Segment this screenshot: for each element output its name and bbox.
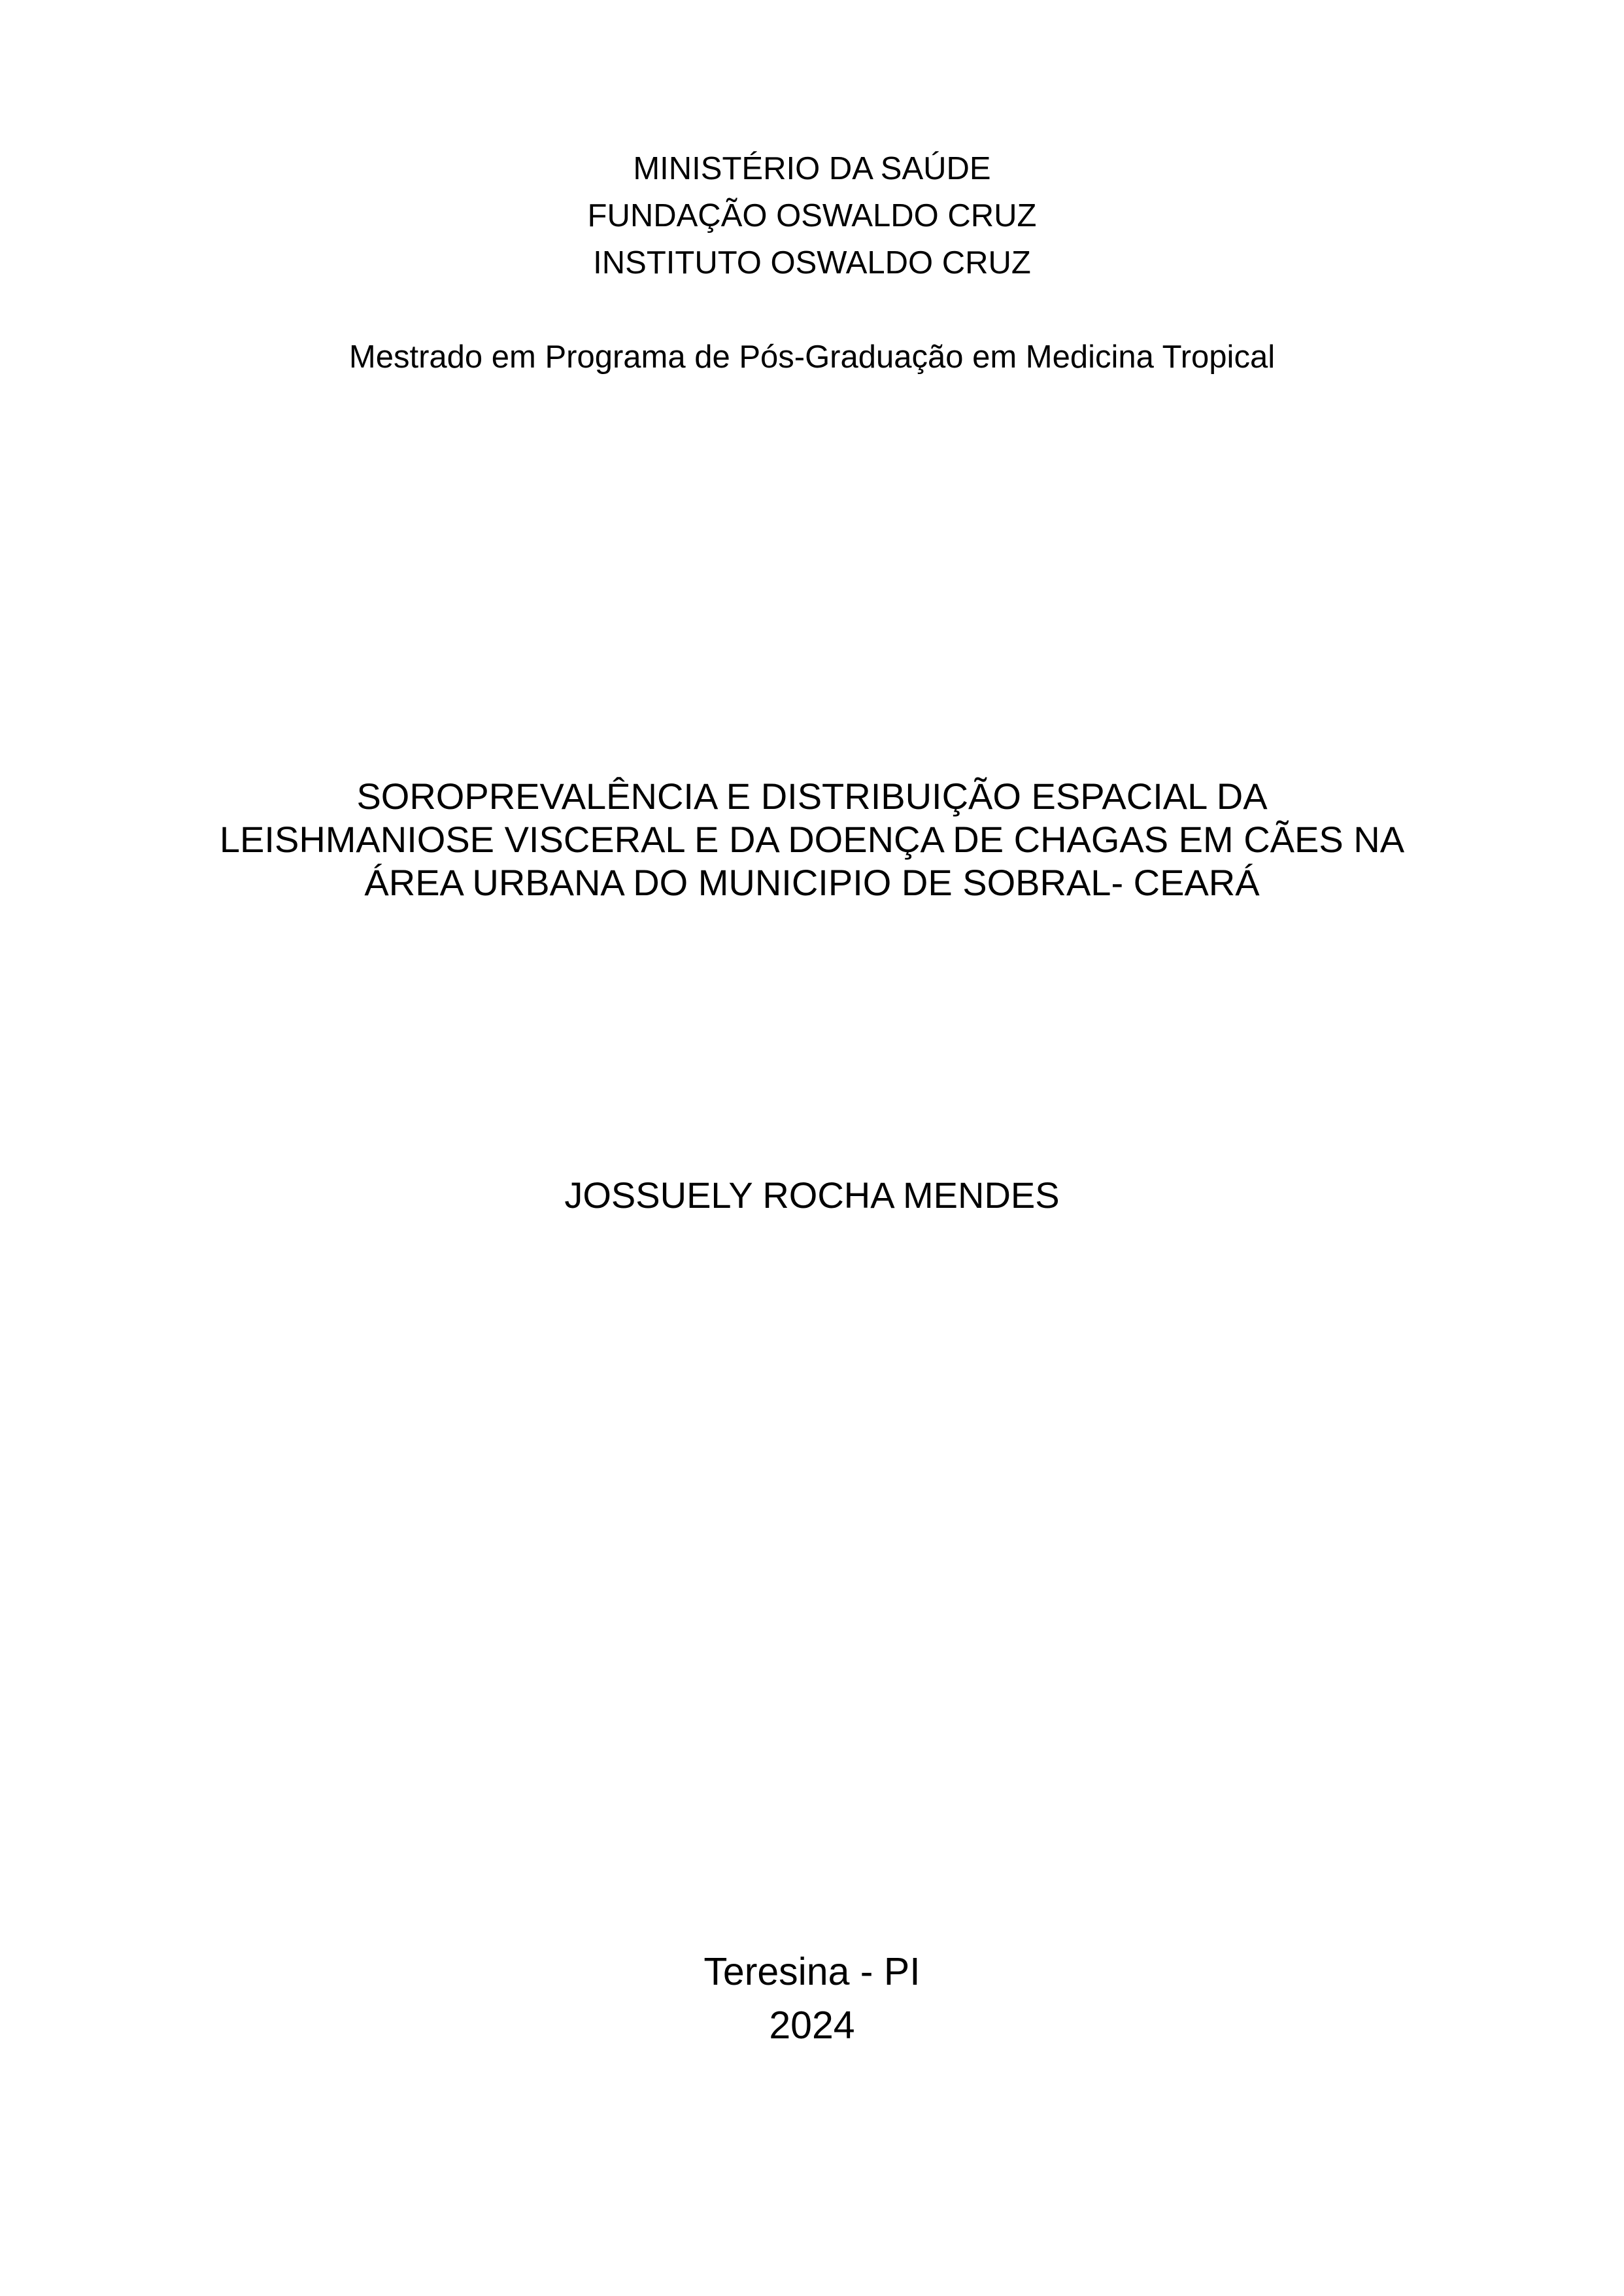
institute-name: INSTITUTO OSWALDO CRUZ: [593, 245, 1031, 281]
program-name: Mestrado em Programa de Pós-Graduação em Medicina Tropical: [348, 339, 1276, 375]
thesis-title: [0, 775, 1624, 904]
institution-header: [0, 145, 1624, 286]
foundation-name: FUNDAÇÃO OSWALDO CRUZ: [587, 198, 1037, 233]
title-line-3: ÁREA URBANA DO MUNICIPIO DE SOBRAL- CEARÁ: [364, 862, 1260, 903]
author-name: JOSSUELY ROCHA MENDES: [564, 1174, 1060, 1216]
title-line-2: LEISHMANIOSE VISCERAL E DA DOENÇA DE CHAGAS EM CÃES NA: [219, 819, 1405, 860]
publication-year: 2024: [769, 2004, 855, 2047]
place-of-publication: Teresina - PI: [703, 1950, 921, 1993]
title-line-1: SOROPREVALÊNCIA E DISTRIBUIÇÃO ESPACIAL DA: [356, 776, 1268, 817]
ministry-name: MINISTÉRIO DA SAÚDE: [633, 151, 991, 186]
